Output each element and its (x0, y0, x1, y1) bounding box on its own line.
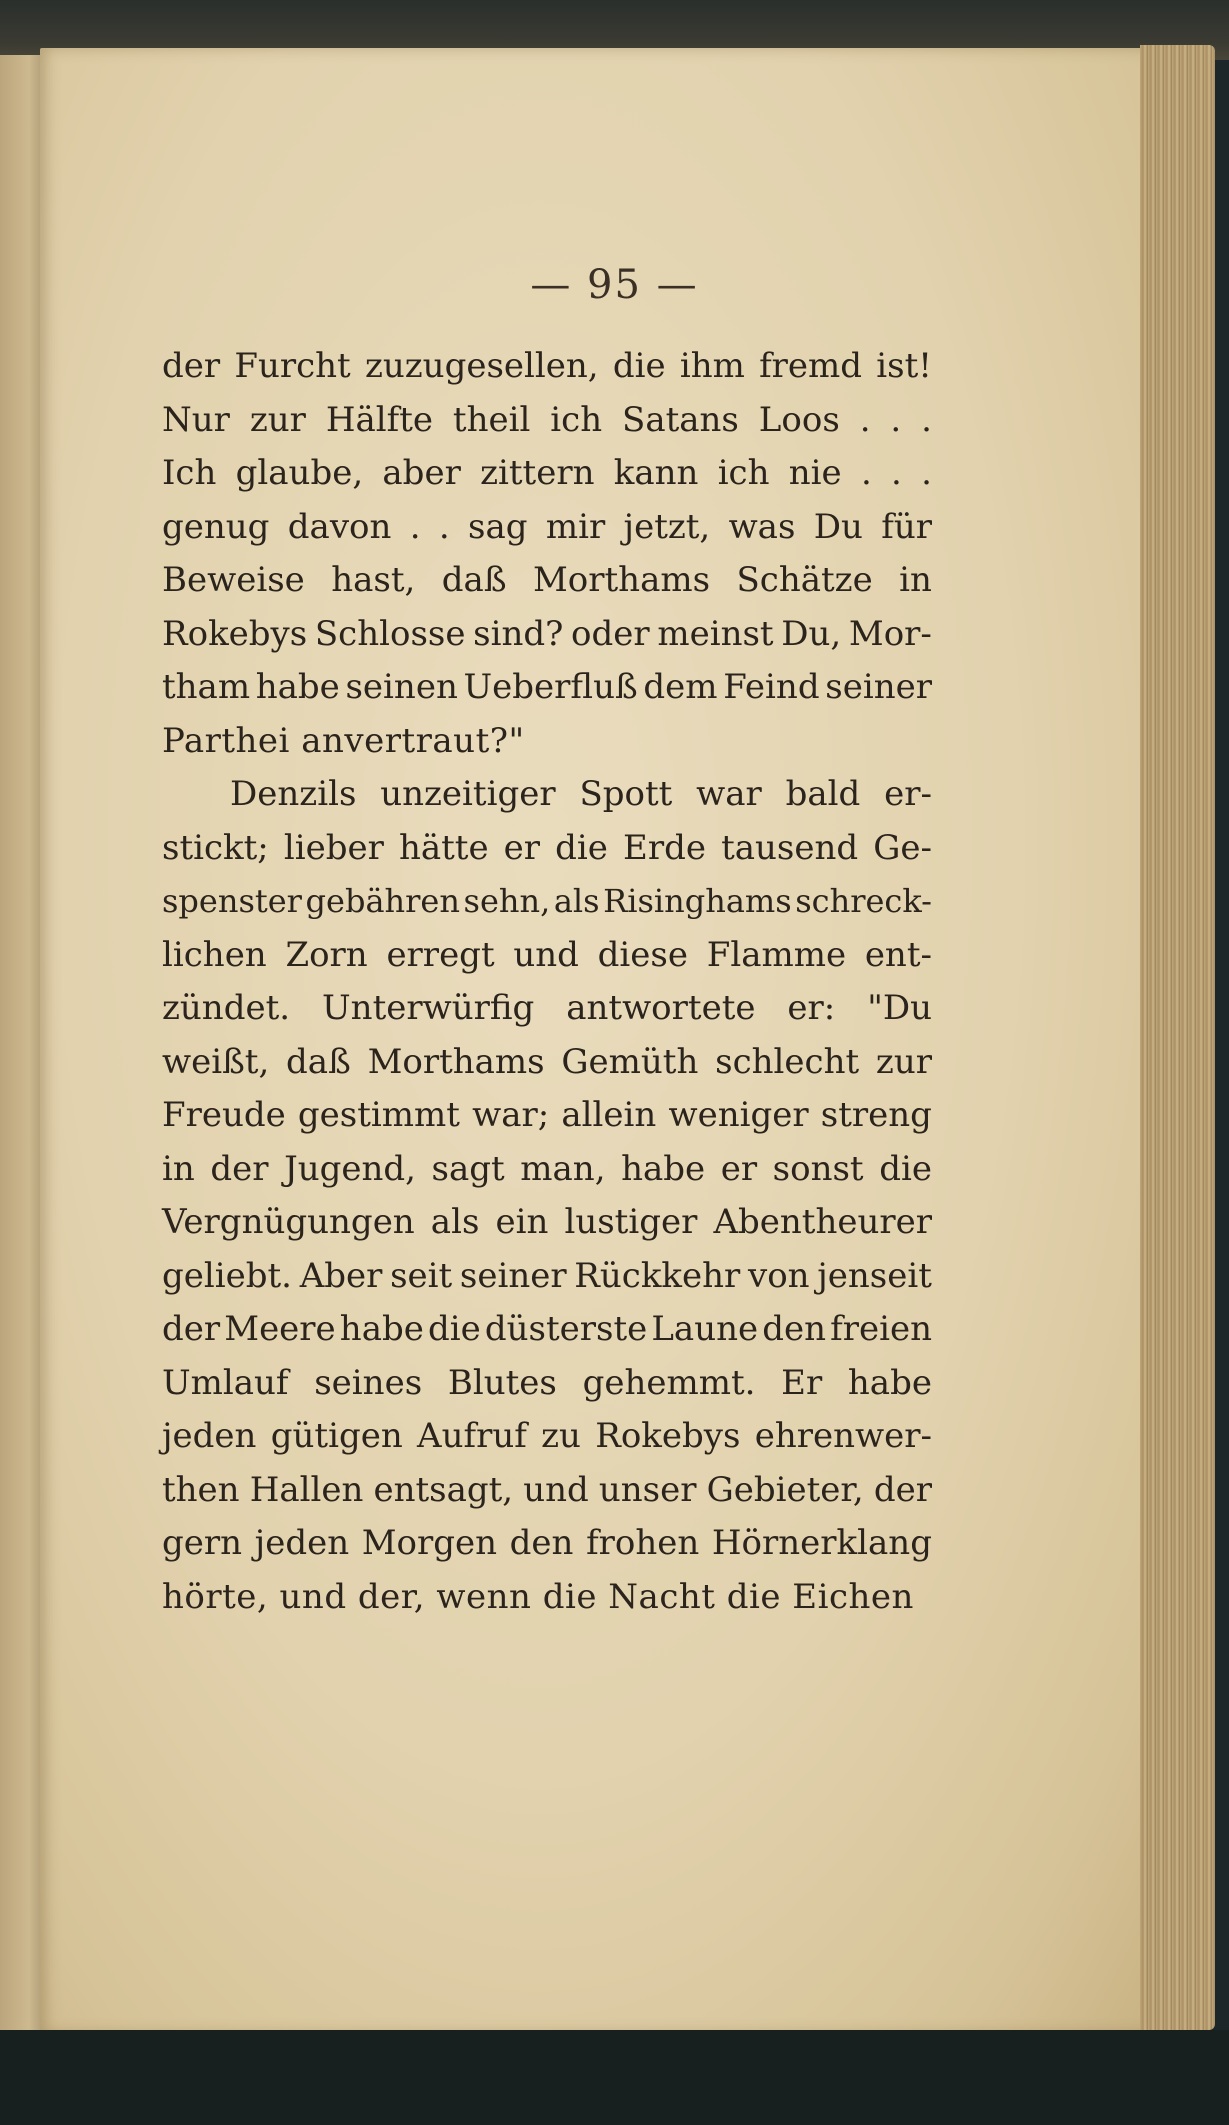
text-line: geliebt. Aber seit seiner Rückkehr von jenseit (162, 1255, 932, 1296)
text-line: Umlauf seines Blutes gehemmt. Er habe (162, 1362, 932, 1403)
text-line: Nur zur Hälfte theil ich Satans Loos . . . (162, 399, 932, 440)
body-text (162, 340, 932, 1624)
text-line: genug davon . . sag mir jetzt, was Du für (162, 506, 932, 547)
text-line: Vergnügungen als ein lustiger Abentheurer (162, 1202, 932, 1242)
page-stack-edge (1140, 45, 1215, 2030)
text-line: Freude gestimmt war; allein weniger streng (162, 1095, 932, 1135)
text-line: jeden gütigen Aufruf zu Rokebys ehrenwer- (162, 1416, 932, 1456)
text-line: gern jeden Morgen den frohen Hörnerklang (162, 1523, 932, 1563)
text-line: in der Jugend, sagt man, habe er sonst die (162, 1148, 932, 1189)
text-line: Beweise hast, daß Morthams Schätze in (162, 560, 932, 600)
text-line: Rokebys Schlosse sind? oder meinst Du, Mor- (162, 613, 932, 654)
text-line: stickt; lieber hätte er die Erde tausend Ge- (162, 827, 932, 868)
text-line: lichen Zorn erregt und diese Flamme ent- (162, 934, 932, 975)
book-cover-bottom (0, 2030, 1229, 2125)
text-line: der Meere habe die düsterste Laune den freien (162, 1309, 932, 1349)
text-line: weißt, daß Morthams Gemüth schlecht zur (162, 1041, 932, 1082)
text-line: Ich glaube, aber zittern kann ich nie . . . (162, 453, 932, 493)
text-line: then Hallen entsagt, und unser Gebieter, der (162, 1469, 932, 1510)
text-line: hörte, und der, wenn die Nacht die Eichen (162, 1576, 914, 1617)
text-line: tham habe seinen Ueberfluß dem Feind seiner (162, 667, 932, 707)
text-line: Denzils unzeitiger Spott war bald er- (230, 774, 932, 814)
text-line: zündet. Unterwürfig antwortete er: "Du (162, 988, 932, 1028)
text-line: Parthei anvertraut?" (162, 720, 525, 761)
page-number-header: — 95 — (530, 262, 699, 308)
text-line: spenster gebähren sehn, als Risinghams schreck- (162, 882, 932, 920)
text-line: der Furcht zuzugesellen, die ihm fremd ist! (162, 346, 932, 386)
